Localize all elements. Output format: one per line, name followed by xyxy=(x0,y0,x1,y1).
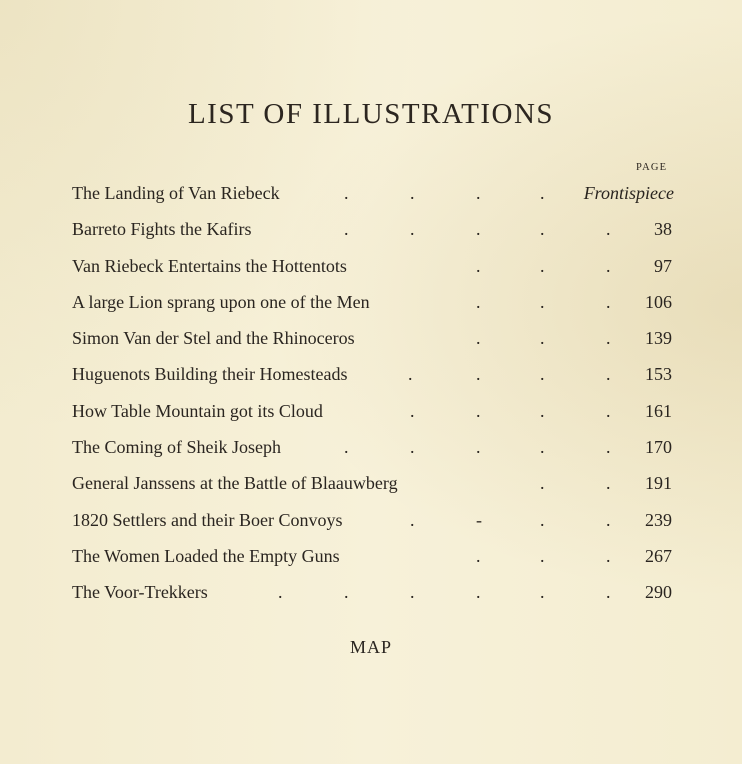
illustrations-list xyxy=(72,175,676,611)
illustration-title: The Landing of Van Riebeck xyxy=(72,183,280,203)
illustration-title: 1820 Settlers and their Boer Convoys xyxy=(72,509,343,530)
leader-dots: . . . xyxy=(476,255,611,276)
leader-dots: . . . . xyxy=(344,183,545,203)
illustration-page: 239 xyxy=(645,509,672,530)
illustration-page: 106 xyxy=(645,291,672,312)
illustration-title: The Women Loaded the Empty Guns xyxy=(72,545,340,566)
leader-dots: . - . . xyxy=(410,509,611,530)
illustration-page: 153 xyxy=(645,364,672,385)
illustration-page: Frontispiece xyxy=(583,183,674,203)
illustration-title: General Janssens at the Battle of Blaauwberg xyxy=(72,473,398,494)
illustration-title: Barreto Fights the Kafirs xyxy=(72,219,252,240)
illustration-title: A large Lion sprang upon one of the Men xyxy=(72,291,370,312)
illustration-page: 161 xyxy=(645,400,672,421)
leader-dots: . . xyxy=(540,473,611,494)
leader-dots: . . . xyxy=(476,291,611,312)
illustration-title: How Table Mountain got its Cloud xyxy=(72,400,323,421)
leader-dots: . . . . . xyxy=(344,219,611,240)
illustration-title: Simon Van der Stel and the Rhinoceros xyxy=(72,328,355,349)
leader-dots: . . . xyxy=(476,545,611,566)
list-item xyxy=(72,356,676,392)
page-title: LIST OF ILLUSTRATIONS xyxy=(187,98,555,130)
list-item xyxy=(72,393,676,429)
leader-dots: . . . . xyxy=(410,400,611,421)
list-item xyxy=(72,320,676,356)
list-item xyxy=(72,429,676,465)
leader-dots: . . . xyxy=(476,328,611,349)
illustration-page: 139 xyxy=(645,328,672,349)
list-item xyxy=(72,574,676,610)
list-item xyxy=(72,284,676,320)
illustration-title: Van Riebeck Entertains the Hottentots xyxy=(72,255,347,276)
list-item xyxy=(72,175,676,211)
map-heading: MAP xyxy=(349,637,392,657)
list-item xyxy=(72,502,676,538)
illustration-title: Huguenots Building their Homesteads xyxy=(72,364,348,385)
list-item xyxy=(72,211,676,247)
illustration-page: 38 xyxy=(654,219,672,240)
list-item xyxy=(72,465,676,501)
illustration-page: 267 xyxy=(645,545,672,566)
illustration-title: The Coming of Sheik Joseph xyxy=(72,437,281,458)
illustration-page: 170 xyxy=(645,437,672,458)
illustration-page: 97 xyxy=(654,255,672,276)
page-column-header: PAGE xyxy=(636,162,668,173)
illustration-title: The Voor-Trekkers xyxy=(72,582,208,603)
illustration-page: 290 xyxy=(645,582,672,603)
list-item xyxy=(72,248,676,284)
illustration-page: 191 xyxy=(645,473,672,494)
leader-dots: . . . . . xyxy=(344,437,611,458)
list-item xyxy=(72,538,676,574)
leader-dots: . . . . . . xyxy=(278,582,611,603)
leader-dots: . . . . xyxy=(408,364,611,385)
